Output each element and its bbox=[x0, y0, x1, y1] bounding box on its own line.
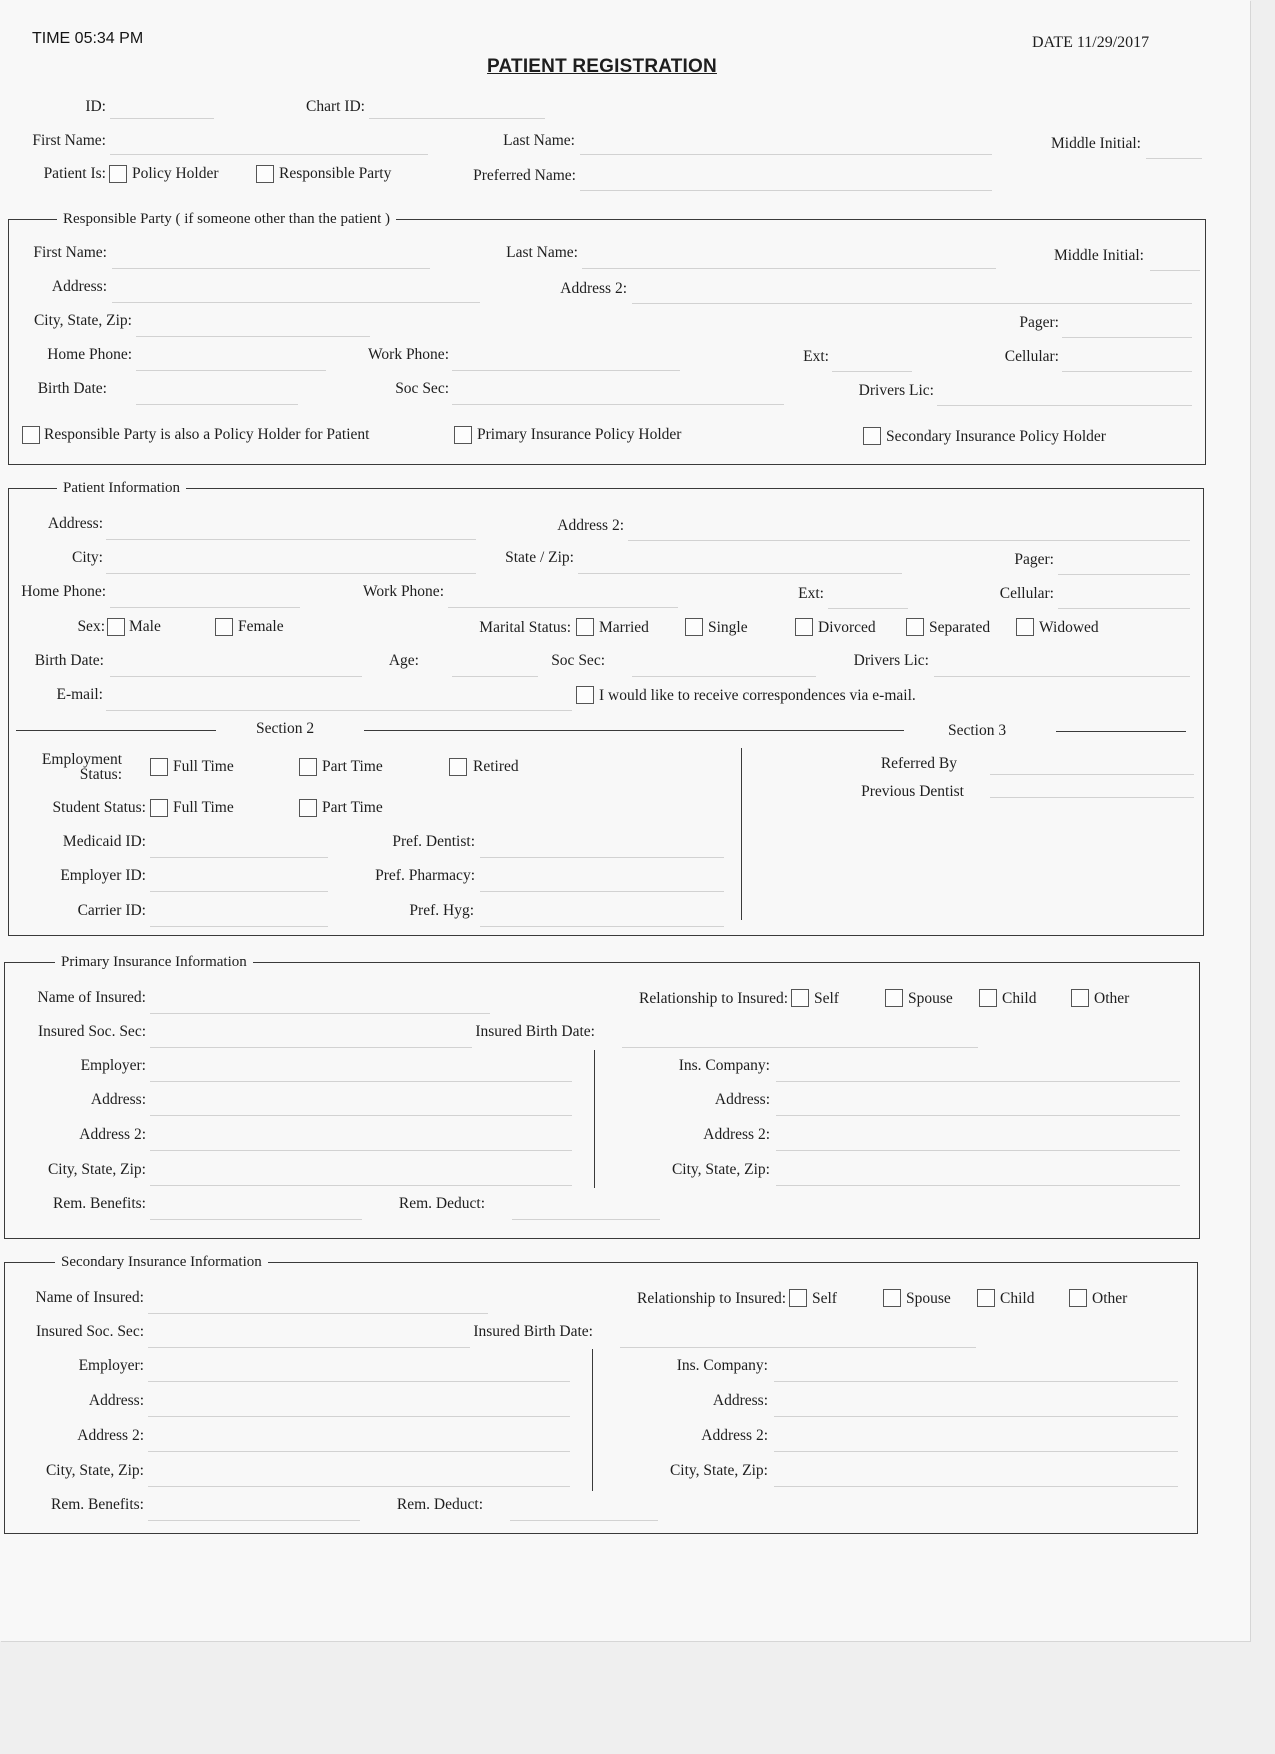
rp-work-phone-field[interactable] bbox=[452, 370, 680, 371]
pi-soc-sec-label: Soc Sec: bbox=[551, 652, 605, 669]
pi-employment-status-label-1: Employment bbox=[41, 751, 122, 768]
pi-medicaid-id-label: Medicaid ID: bbox=[62, 833, 146, 850]
sec-other-label: Other bbox=[1092, 1290, 1128, 1307]
pri-spouse-checkbox[interactable] bbox=[885, 989, 903, 1007]
page-title: PATIENT REGISTRATION bbox=[487, 56, 717, 77]
patient-information-legend: Patient Information bbox=[57, 478, 186, 498]
pi-home-phone-field[interactable] bbox=[110, 607, 300, 608]
rp-city-state-zip-label: City, State, Zip: bbox=[33, 312, 132, 329]
pri-rem-deduct-label: Rem. Deduct: bbox=[398, 1195, 485, 1212]
pi-previous-dentist-label: Previous Dentist bbox=[861, 783, 964, 800]
sec-address-label: Address: bbox=[88, 1392, 144, 1409]
pi-age-label: Age: bbox=[388, 652, 419, 669]
sec-spouse-label: Spouse bbox=[906, 1290, 951, 1307]
sec-rem-deduct-label: Rem. Deduct: bbox=[396, 1496, 483, 1513]
rp-first-name-field[interactable] bbox=[112, 268, 430, 269]
pi-employment-status-label-2: Status: bbox=[79, 766, 122, 783]
section3-rule-right bbox=[1056, 731, 1186, 732]
pi-email-opt-checkbox[interactable] bbox=[576, 686, 594, 704]
sec-self-checkbox[interactable] bbox=[789, 1289, 807, 1307]
rp-row-birth bbox=[0, 378, 1250, 402]
rp-ext-field[interactable] bbox=[832, 371, 912, 372]
pi-email-label: E-mail: bbox=[56, 686, 103, 703]
sec-rem-benefits-label: Rem. Benefits: bbox=[51, 1496, 144, 1513]
sec-address2-field[interactable] bbox=[148, 1451, 570, 1452]
pi-married-label: Married bbox=[599, 619, 649, 636]
sec-relationship-label: Relationship to Insured: bbox=[637, 1290, 786, 1307]
sec-insured-birth-date-label: Insured Birth Date: bbox=[473, 1323, 593, 1340]
rp-middle-initial-label: Middle Initial: bbox=[1054, 247, 1144, 264]
rp-address-label: Address: bbox=[51, 278, 107, 295]
print-date: DATE 11/29/2017 bbox=[1032, 34, 1150, 51]
sec-address2-right-field[interactable] bbox=[774, 1451, 1178, 1452]
pri-address-label: Address: bbox=[90, 1091, 146, 1108]
pi-marital-status-label: Marital Status: bbox=[479, 619, 571, 636]
rp-drivers-lic-label: Drivers Lic: bbox=[858, 382, 934, 399]
rp-row-address bbox=[0, 276, 1250, 300]
pri-insured-soc-sec-field[interactable] bbox=[150, 1047, 472, 1048]
rp-soc-sec-field[interactable] bbox=[452, 404, 784, 405]
sec-self-label: Self bbox=[812, 1290, 837, 1307]
pri-city-state-zip-label: City, State, Zip: bbox=[47, 1161, 146, 1178]
pri-city-state-zip-field[interactable] bbox=[150, 1185, 572, 1186]
first-name-label: First Name: bbox=[32, 132, 106, 149]
rp-pager-label: Pager: bbox=[1019, 314, 1059, 331]
pi-emp-part-time-checkbox[interactable] bbox=[299, 758, 317, 776]
pi-pref-dentist-label: Pref. Dentist: bbox=[392, 833, 475, 850]
rp-middle-initial-field[interactable] bbox=[1150, 270, 1200, 271]
pi-widowed-checkbox[interactable] bbox=[1016, 618, 1034, 636]
pi-widowed-label: Widowed bbox=[1039, 619, 1099, 636]
pi-ext-field[interactable] bbox=[828, 608, 908, 609]
pi-birth-date-field[interactable] bbox=[110, 676, 362, 677]
rp-primary-holder-checkbox[interactable] bbox=[454, 426, 472, 444]
rp-row-city bbox=[0, 310, 1250, 334]
pri-other-checkbox[interactable] bbox=[1071, 989, 1089, 1007]
sec-city-state-zip-right-label: City, State, Zip: bbox=[669, 1462, 768, 1479]
sec-address-right-field[interactable] bbox=[774, 1416, 1178, 1417]
policy-holder-checkbox[interactable] bbox=[109, 165, 127, 183]
pi-email-opt-label: I would like to receive correspondences via e-mail. bbox=[599, 687, 916, 704]
pi-stu-full-time-checkbox[interactable] bbox=[150, 799, 168, 817]
pi-emp-full-time-label: Full Time bbox=[173, 758, 234, 775]
sec-insured-soc-sec-field[interactable] bbox=[148, 1347, 470, 1348]
pi-home-phone-label: Home Phone: bbox=[21, 583, 106, 600]
preferred-name-label: Preferred Name: bbox=[473, 167, 576, 184]
sec-row-address2 bbox=[0, 1425, 1250, 1449]
rp-work-phone-label: Work Phone: bbox=[368, 346, 449, 363]
pi-email-field[interactable] bbox=[106, 710, 572, 711]
sec-rem-benefits-field[interactable] bbox=[148, 1520, 360, 1521]
row-patient-name bbox=[0, 130, 1250, 154]
pri-rem-benefits-label: Rem. Benefits: bbox=[53, 1195, 146, 1212]
pi-stu-part-time-checkbox[interactable] bbox=[299, 799, 317, 817]
responsible-party-checkbox[interactable] bbox=[256, 165, 274, 183]
sec-rem-deduct-field[interactable] bbox=[510, 1520, 658, 1521]
sec-address-right-label: Address: bbox=[712, 1392, 768, 1409]
rp-row-name bbox=[0, 242, 1250, 266]
pri-city-state-zip-right-label: City, State, Zip: bbox=[671, 1161, 770, 1178]
pri-relationship-label: Relationship to Insured: bbox=[639, 990, 788, 1007]
sec-city-state-zip-label: City, State, Zip: bbox=[45, 1462, 144, 1479]
pri-other-label: Other bbox=[1094, 990, 1130, 1007]
row-patient-is bbox=[0, 163, 1250, 187]
pri-insured-birth-date-field[interactable] bbox=[622, 1047, 978, 1048]
pi-pref-pharmacy-label: Pref. Pharmacy: bbox=[375, 867, 475, 884]
pi-pref-pharmacy-field[interactable] bbox=[480, 891, 724, 892]
pi-single-label: Single bbox=[708, 619, 748, 636]
sec-employer-label: Employer: bbox=[78, 1357, 144, 1374]
middle-initial-field[interactable] bbox=[1146, 158, 1202, 159]
pri-row-address2 bbox=[0, 1124, 1250, 1148]
rp-drivers-lic-field[interactable] bbox=[937, 405, 1192, 406]
pri-address-right-field[interactable] bbox=[776, 1115, 1180, 1116]
pi-row-city bbox=[0, 547, 1250, 571]
pi-row-employer-id bbox=[0, 865, 740, 889]
pi-cellular-label: Cellular: bbox=[999, 585, 1054, 602]
pi-female-checkbox[interactable] bbox=[215, 618, 233, 636]
pri-spouse-label: Spouse bbox=[908, 990, 953, 1007]
sec-child-label: Child bbox=[1000, 1290, 1035, 1307]
pi-birth-date-label: Birth Date: bbox=[34, 652, 104, 669]
pi-pager-label: Pager: bbox=[1014, 551, 1054, 568]
pi-emp-full-time-checkbox[interactable] bbox=[150, 758, 168, 776]
pi-address2-field[interactable] bbox=[628, 540, 1190, 541]
pi-separated-label: Separated bbox=[929, 619, 991, 636]
pi-retired-checkbox[interactable] bbox=[449, 758, 467, 776]
pi-age-field[interactable] bbox=[452, 676, 538, 677]
patient-is-label: Patient Is: bbox=[43, 165, 106, 182]
sec-name-of-insured-field[interactable] bbox=[148, 1313, 488, 1314]
pri-address2-field[interactable] bbox=[150, 1150, 572, 1151]
pi-row-sex-marital bbox=[0, 616, 1250, 640]
rp-cellular-label: Cellular: bbox=[1004, 348, 1059, 365]
pri-city-state-zip-right-field[interactable] bbox=[776, 1185, 1180, 1186]
pi-row-address bbox=[0, 513, 1250, 537]
pri-row-employer bbox=[0, 1055, 1250, 1079]
pi-divorced-checkbox[interactable] bbox=[795, 618, 813, 636]
pi-cellular-field[interactable] bbox=[1058, 608, 1190, 609]
sec-address-field[interactable] bbox=[148, 1416, 570, 1417]
pri-address-field[interactable] bbox=[150, 1115, 572, 1116]
pi-work-phone-field[interactable] bbox=[448, 607, 678, 608]
pi-emp-part-time-label: Part Time bbox=[322, 758, 383, 775]
rp-secondary-holder-label: Secondary Insurance Policy Holder bbox=[886, 428, 1106, 445]
sec-city-state-zip-field[interactable] bbox=[148, 1486, 570, 1487]
middle-initial-label: Middle Initial: bbox=[1051, 135, 1141, 152]
rp-soc-sec-label: Soc Sec: bbox=[395, 380, 449, 397]
pi-medicaid-id-field[interactable] bbox=[150, 857, 328, 858]
secondary-insurance-legend: Secondary Insurance Information bbox=[55, 1252, 268, 1272]
pi-address2-label: Address 2: bbox=[557, 517, 624, 534]
pri-row-address bbox=[0, 1089, 1250, 1113]
preferred-name-field[interactable] bbox=[580, 190, 992, 191]
rp-last-name-field[interactable] bbox=[582, 268, 996, 269]
sec-spouse-checkbox[interactable] bbox=[883, 1289, 901, 1307]
pi-city-field[interactable] bbox=[106, 573, 476, 574]
pi-carrier-id-label: Carrier ID: bbox=[77, 902, 146, 919]
pri-ins-company-field[interactable] bbox=[776, 1081, 1180, 1082]
rp-secondary-holder-checkbox[interactable] bbox=[863, 427, 881, 445]
pri-self-checkbox[interactable] bbox=[791, 989, 809, 1007]
pi-row-student bbox=[0, 797, 740, 821]
sec-ins-company-label: Ins. Company: bbox=[676, 1357, 768, 1374]
chart-id-field[interactable] bbox=[369, 118, 545, 119]
pi-pager-field[interactable] bbox=[1058, 574, 1190, 575]
pi-single-checkbox[interactable] bbox=[685, 618, 703, 636]
pi-stu-full-time-label: Full Time bbox=[173, 799, 234, 816]
sec-child-checkbox[interactable] bbox=[977, 1289, 995, 1307]
sec-row-soc bbox=[0, 1321, 1250, 1345]
sec-insured-soc-sec-label: Insured Soc. Sec: bbox=[35, 1323, 144, 1340]
responsible-party-legend: Responsible Party ( if someone other than the patient ) bbox=[57, 209, 396, 229]
pri-name-of-insured-field[interactable] bbox=[150, 1013, 490, 1014]
last-name-label: Last Name: bbox=[503, 132, 575, 149]
pri-row-rem bbox=[0, 1193, 1250, 1217]
rp-primary-holder-label: Primary Insurance Policy Holder bbox=[477, 426, 682, 443]
pi-work-phone-label: Work Phone: bbox=[363, 583, 444, 600]
sec-row-address bbox=[0, 1390, 1250, 1414]
sec-row-name bbox=[0, 1287, 1250, 1311]
pi-soc-sec-field[interactable] bbox=[632, 676, 816, 677]
pi-employer-id-field[interactable] bbox=[150, 891, 328, 892]
sec-name-of-insured-label: Name of Insured: bbox=[35, 1289, 144, 1306]
primary-insurance-legend: Primary Insurance Information bbox=[55, 952, 253, 972]
pi-referred-by-field[interactable] bbox=[990, 774, 1194, 775]
rp-home-phone-label: Home Phone: bbox=[47, 346, 132, 363]
pri-row-name bbox=[0, 987, 1250, 1011]
pri-insured-soc-sec-label: Insured Soc. Sec: bbox=[37, 1023, 146, 1040]
pri-child-label: Child bbox=[1002, 990, 1037, 1007]
rp-address2-label: Address 2: bbox=[560, 280, 627, 297]
row-ids bbox=[0, 96, 1250, 120]
pi-pref-dentist-field[interactable] bbox=[480, 857, 724, 858]
sec-insured-birth-date-field[interactable] bbox=[620, 1347, 976, 1348]
chart-id-label: Chart ID: bbox=[306, 98, 365, 115]
pi-state-zip-field[interactable] bbox=[578, 573, 902, 574]
responsible-party-label: Responsible Party bbox=[279, 165, 392, 182]
pi-row-birth bbox=[0, 650, 1250, 674]
pi-state-zip-label: State / Zip: bbox=[505, 549, 574, 566]
sec-other-checkbox[interactable] bbox=[1069, 1289, 1087, 1307]
sec-row-city bbox=[0, 1460, 1250, 1484]
id-field[interactable] bbox=[110, 118, 214, 119]
print-time: TIME 05:34 PM bbox=[32, 30, 144, 47]
pi-stu-part-time-label: Part Time bbox=[322, 799, 383, 816]
sec-row-rem bbox=[0, 1494, 1250, 1518]
pi-referred-by-label: Referred By bbox=[880, 755, 957, 772]
pi-male-checkbox[interactable] bbox=[107, 618, 125, 636]
pri-self-label: Self bbox=[814, 990, 839, 1007]
section2-rule-right bbox=[364, 730, 904, 731]
pri-row-city bbox=[0, 1159, 1250, 1183]
sec-ins-company-field[interactable] bbox=[774, 1381, 1178, 1382]
last-name-field[interactable] bbox=[580, 154, 992, 155]
pi-drivers-lic-field[interactable] bbox=[934, 676, 1190, 677]
pi-employer-id-label: Employer ID: bbox=[60, 867, 146, 884]
section3-label: Section 3 bbox=[948, 722, 1007, 739]
pri-employer-label: Employer: bbox=[80, 1057, 146, 1074]
rp-also-policy-holder-checkbox[interactable] bbox=[22, 426, 40, 444]
pi-address-field[interactable] bbox=[106, 539, 476, 540]
pri-rem-benefits-field[interactable] bbox=[150, 1219, 362, 1220]
pi-sex-label: Sex: bbox=[77, 618, 105, 635]
pri-ins-company-label: Ins. Company: bbox=[678, 1057, 770, 1074]
rp-home-phone-field[interactable] bbox=[136, 370, 326, 371]
pi-ext-label: Ext: bbox=[798, 585, 824, 602]
pri-address2-label: Address 2: bbox=[79, 1126, 146, 1143]
rp-cellular-field[interactable] bbox=[1062, 371, 1192, 372]
pri-child-checkbox[interactable] bbox=[979, 989, 997, 1007]
pi-carrier-id-field[interactable] bbox=[150, 926, 328, 927]
sec-address2-label: Address 2: bbox=[77, 1427, 144, 1444]
pi-male-label: Male bbox=[129, 618, 161, 635]
sec-address2-right-label: Address 2: bbox=[701, 1427, 768, 1444]
pi-row-carrier bbox=[0, 900, 740, 924]
rp-ext-label: Ext: bbox=[803, 348, 829, 365]
pri-rem-deduct-field[interactable] bbox=[512, 1219, 660, 1220]
rp-first-name-label: First Name: bbox=[33, 244, 107, 261]
pi-female-label: Female bbox=[238, 618, 284, 635]
rp-birth-date-label: Birth Date: bbox=[37, 380, 107, 397]
pri-address-right-label: Address: bbox=[714, 1091, 770, 1108]
pi-row-phones bbox=[0, 581, 1250, 605]
pi-drivers-lic-label: Drivers Lic: bbox=[853, 652, 929, 669]
pri-employer-field[interactable] bbox=[150, 1081, 572, 1082]
pi-address-label: Address: bbox=[47, 515, 103, 532]
pi-separated-checkbox[interactable] bbox=[906, 618, 924, 636]
section2-label: Section 2 bbox=[256, 720, 315, 737]
pi-divorced-label: Divorced bbox=[818, 619, 876, 636]
pri-name-of-insured-label: Name of Insured: bbox=[37, 989, 146, 1006]
first-name-field[interactable] bbox=[110, 154, 428, 155]
sec-city-state-zip-right-field[interactable] bbox=[774, 1486, 1178, 1487]
pi-city-label: City: bbox=[71, 549, 103, 566]
rp-address-field[interactable] bbox=[112, 302, 480, 303]
rp-birth-date-field[interactable] bbox=[136, 404, 298, 405]
rp-row-policy bbox=[0, 424, 1250, 448]
pi-student-status-label: Student Status: bbox=[52, 799, 146, 816]
pi-pref-hyg-label: Pref. Hyg: bbox=[409, 902, 474, 919]
pri-row-soc bbox=[0, 1021, 1250, 1045]
pi-row-email bbox=[0, 684, 1250, 708]
sec-employer-field[interactable] bbox=[148, 1381, 570, 1382]
rp-also-policy-holder-label: Responsible Party is also a Policy Holder for Patient bbox=[44, 426, 370, 443]
pri-insured-birth-date-label: Insured Birth Date: bbox=[475, 1023, 595, 1040]
pi-married-checkbox[interactable] bbox=[576, 618, 594, 636]
rp-row-phones bbox=[0, 344, 1250, 368]
id-label: ID: bbox=[85, 98, 106, 115]
rp-city-state-zip-field[interactable] bbox=[136, 336, 370, 337]
sec-row-employer bbox=[0, 1355, 1250, 1379]
pi-previous-dentist-field[interactable] bbox=[990, 797, 1194, 798]
rp-address2-field[interactable] bbox=[632, 303, 1192, 304]
pi-retired-label: Retired bbox=[473, 758, 519, 775]
section2-rule-left bbox=[16, 730, 216, 731]
pi-row-employment bbox=[0, 755, 1250, 783]
pri-address2-right-label: Address 2: bbox=[703, 1126, 770, 1143]
pi-pref-hyg-field[interactable] bbox=[480, 926, 724, 927]
pi-row-medicaid bbox=[0, 831, 740, 855]
policy-holder-label: Policy Holder bbox=[132, 165, 219, 182]
rp-pager-field[interactable] bbox=[1062, 337, 1192, 338]
pri-address2-right-field[interactable] bbox=[776, 1150, 1180, 1151]
rp-last-name-label: Last Name: bbox=[506, 244, 578, 261]
